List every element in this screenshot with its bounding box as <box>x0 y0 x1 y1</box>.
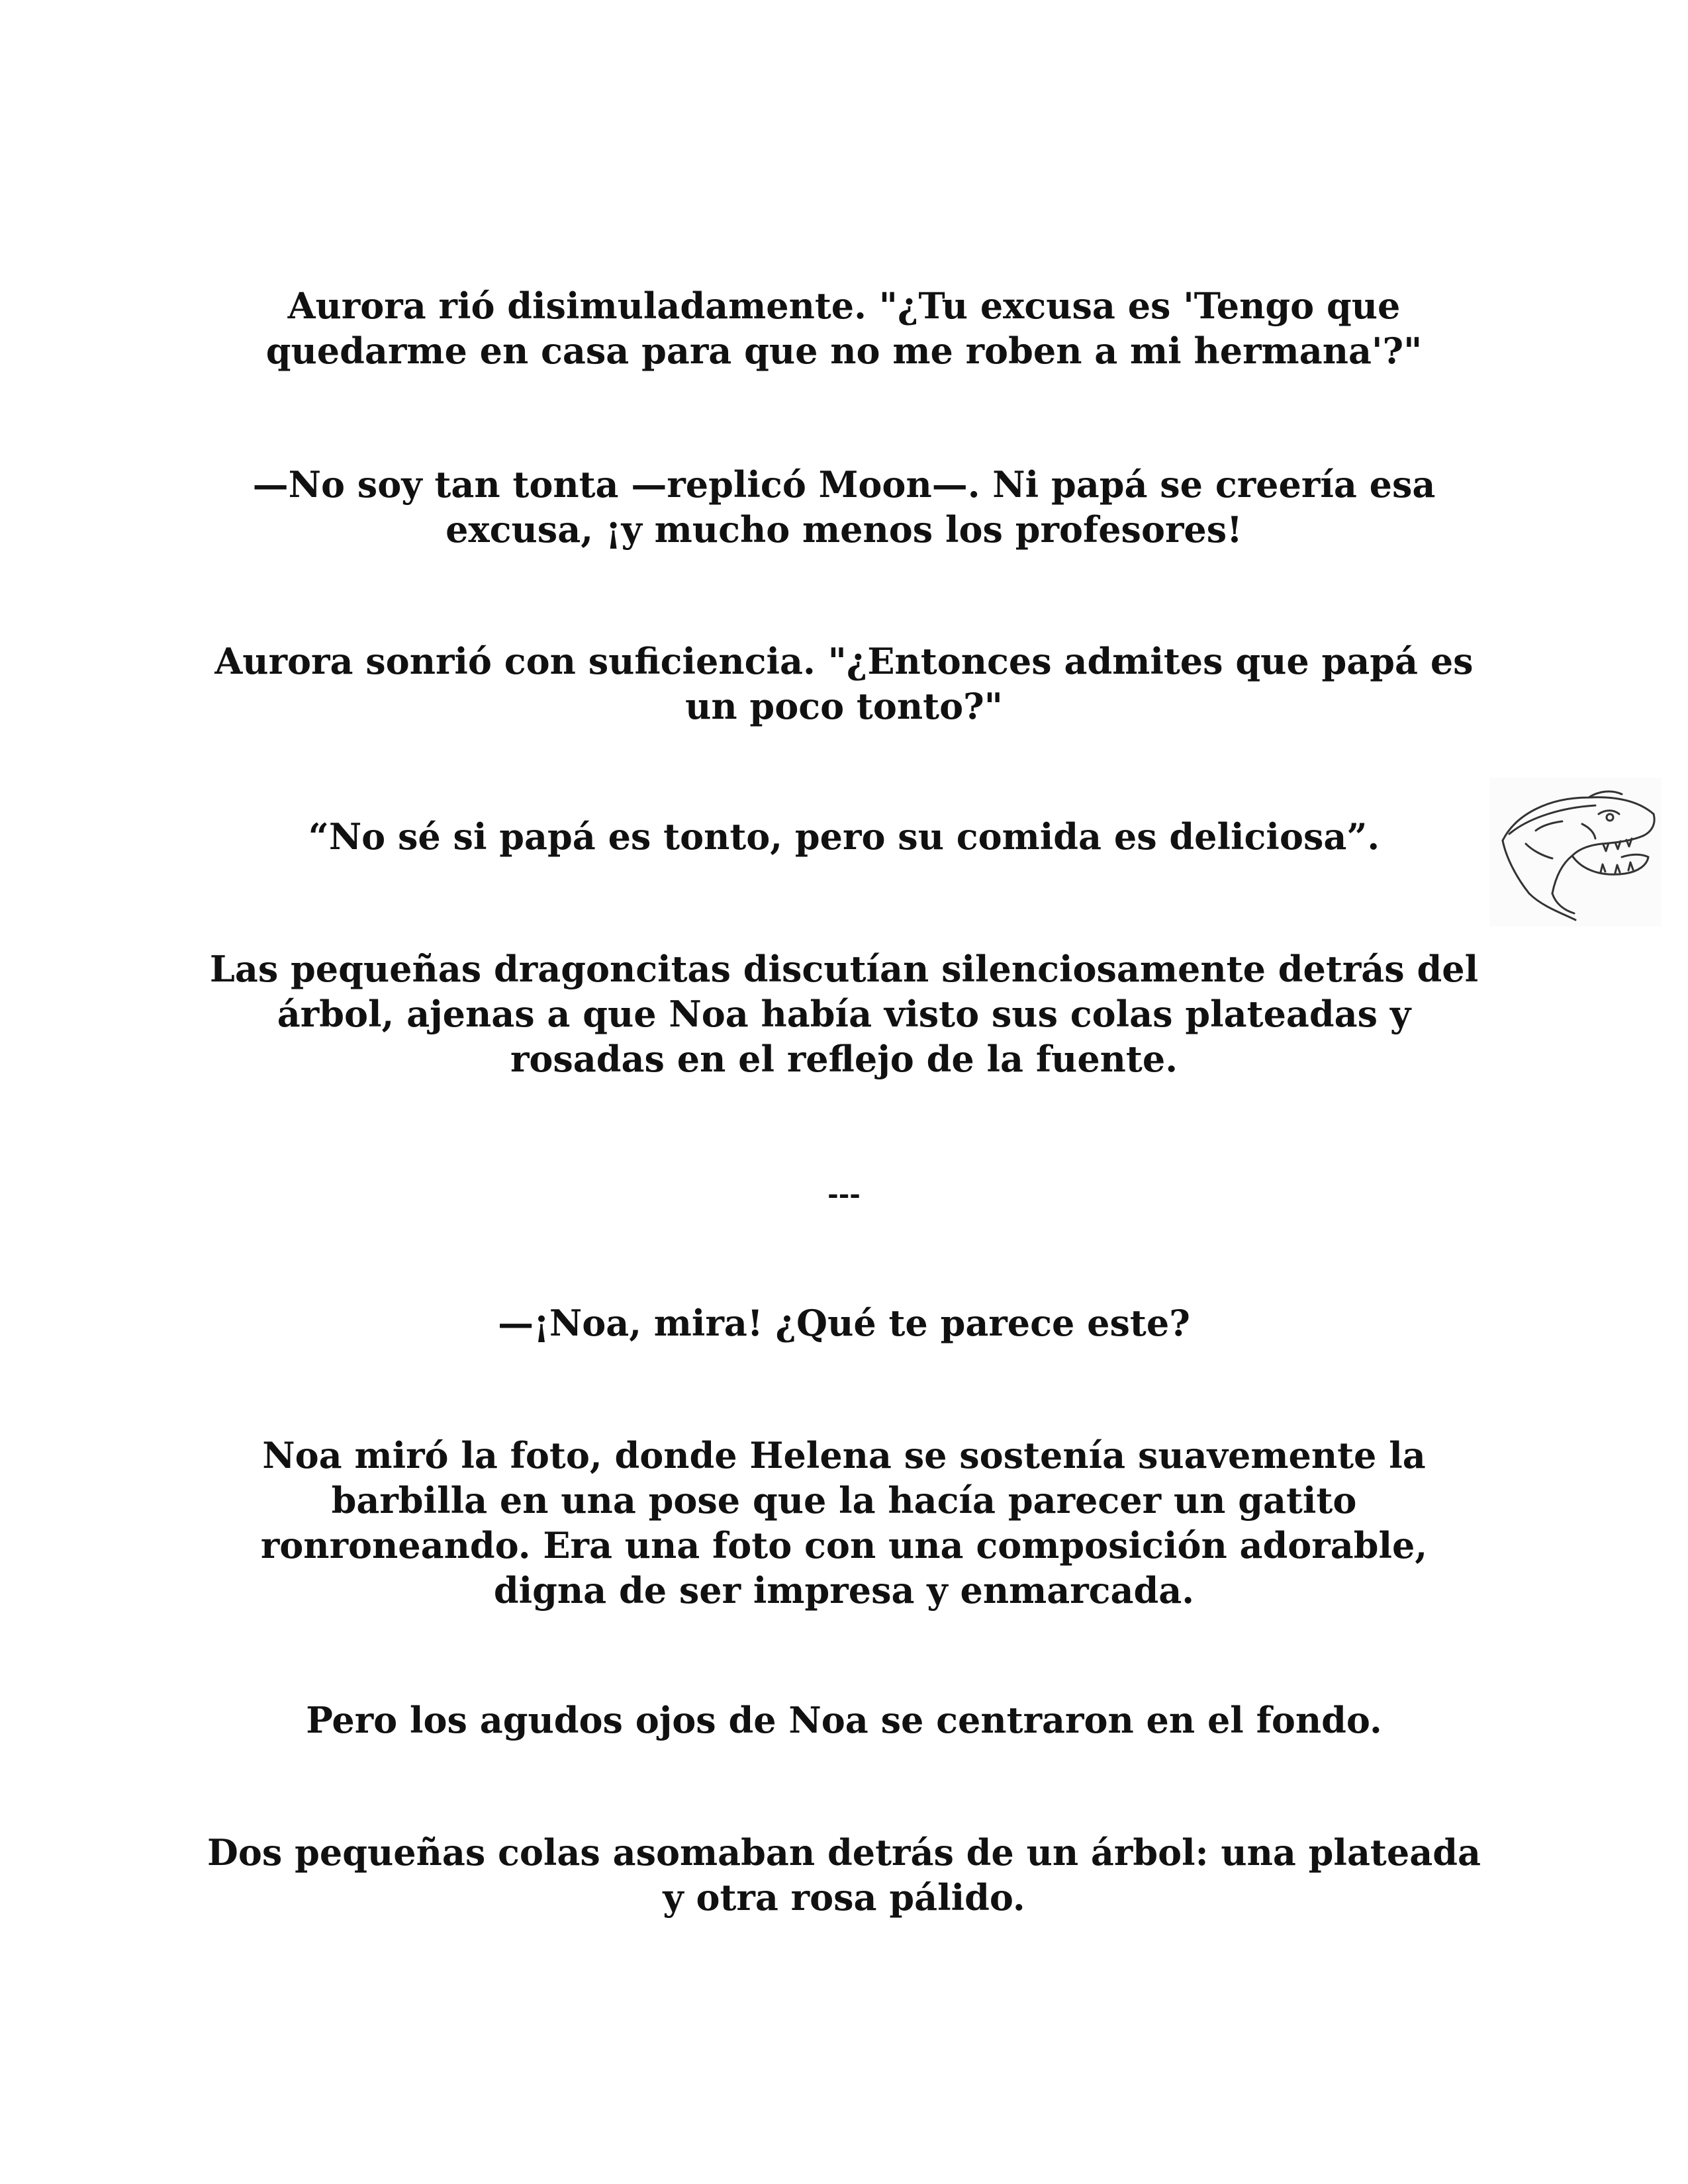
scene-separator: --- <box>827 1179 861 1210</box>
paragraph-noa-mira: —¡Noa, mira! ¿Qué te parece este? <box>498 1302 1190 1344</box>
paragraph-dragoncitas: Las pequeñas dragoncitas discutían silenciosamente detrás del árbol, ajenas a que Noa había visto sus colas plateadas y rosadas en el reflejo de la fuente. <box>209 948 1479 1080</box>
paragraph-food: “No sé si papá es tonto, pero su comida es deliciosa”. <box>308 815 1380 858</box>
paragraph-moon-reply: —No soy tan tonta —replicó Moon—. Ni papá se creería esa excusa, ¡y mucho menos los profesores! <box>252 463 1436 551</box>
dinosaur-head-sketch-icon <box>1489 778 1662 927</box>
paragraph-dos-colas: Dos pequeñas colas asomaban detrás de un árbol: una plateada y otra rosa pálido. <box>207 1831 1481 1919</box>
paragraph-ojos-noa: Pero los agudos ojos de Noa se centraron en el fondo. <box>306 1699 1382 1741</box>
paragraph-foto-helena: Noa miró la foto, donde Helena se sostenía suavemente la barbilla en una pose que la hacía parecer un gatito ronroneando. Era una foto con una composición adorable, digna de ser impresa y enmarcada. <box>260 1434 1428 1612</box>
paragraph-aurora-excuse: Aurora rió disimuladamente. "¿Tu excusa es 'Tengo que quedarme en casa para que no me roben a mi hermana'?" <box>265 285 1423 372</box>
paragraph-aurora-smile: Aurora sonrió con suficiencia. "¿Entonces admites que papá es un poco tonto?" <box>214 640 1474 727</box>
